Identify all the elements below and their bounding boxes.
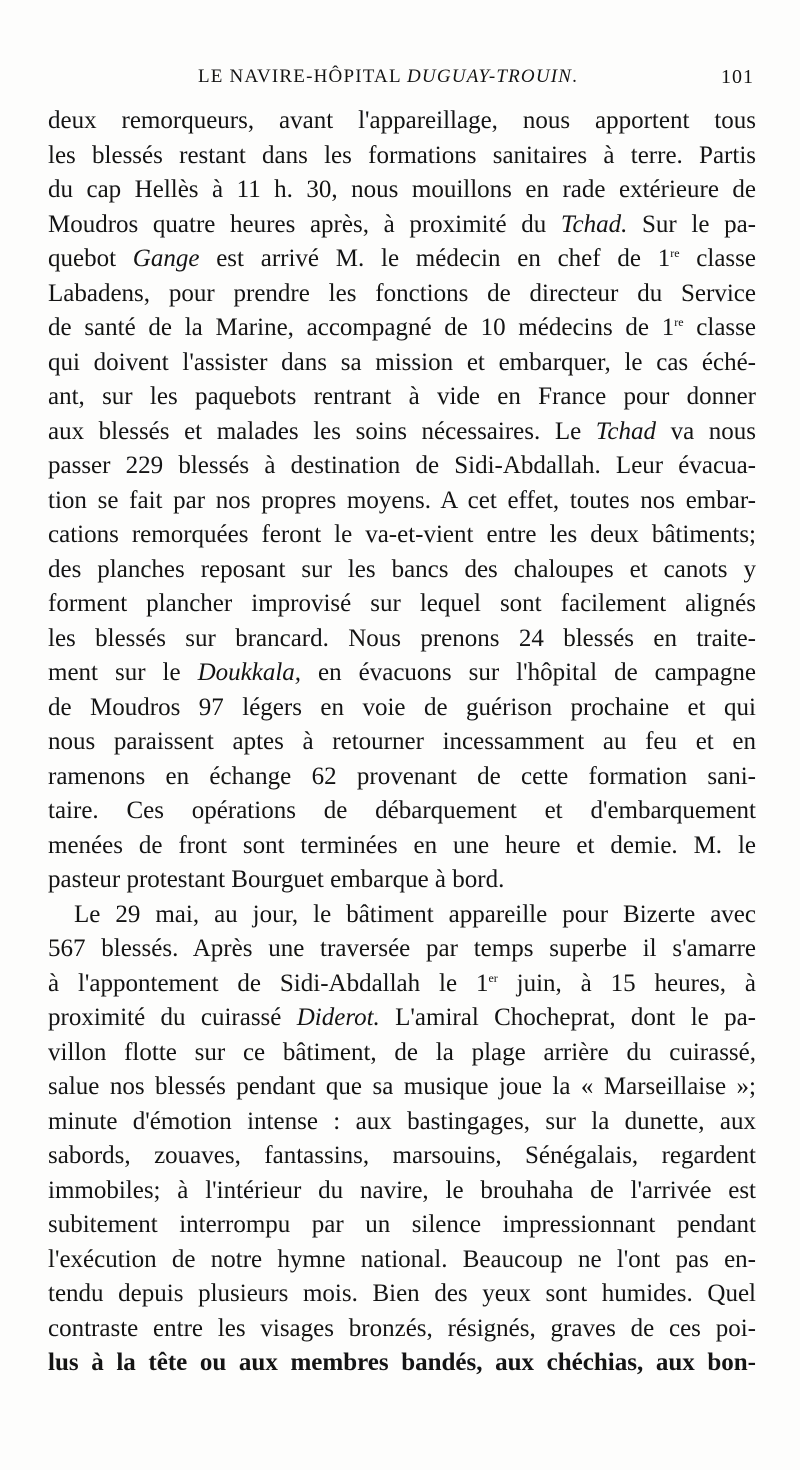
text-run: juin, à 15 heures, à <box>497 969 756 997</box>
text-run: tion se fait par nos propres moyens. A cet effet, toutes nos embar- <box>48 486 756 514</box>
text-run: en évacuons sur l'hôpital de campagne <box>301 659 756 686</box>
text-run: quebot <box>48 245 133 272</box>
text-run: tendu depuis plusieurs mois. Bien des yeux sont humides. Quel <box>48 1280 756 1307</box>
text-line <box>48 829 756 864</box>
superscript: re <box>674 315 684 329</box>
text-run: qui doivent l'assister dans sa mission et embarquer, le cas éché- <box>48 348 756 376</box>
text-run: Le 29 mai, au jour, le bâtiment appareille pour Bizerte avec <box>74 900 756 928</box>
text-line <box>48 415 756 450</box>
text-line <box>48 380 756 415</box>
running-title-prefix: LE NAVIRE-HÔPITAL <box>198 66 408 87</box>
body-text <box>48 104 756 1381</box>
text-run: nous paraissent aptes à retourner incessamment au feu et en <box>48 728 756 755</box>
text-run: les blessés restant dans les formations sanitaires à terre. Partis <box>48 141 756 169</box>
text-run: lus à la tête ou aux membres bandés, aux chéchias, aux bon- <box>48 1349 756 1376</box>
running-title-ship-name: DUGUAY-TROUIN <box>407 66 573 87</box>
text-line <box>48 691 756 726</box>
text-run: classe <box>679 245 756 272</box>
text-line <box>48 449 756 484</box>
text-run: ramenons en échange 62 provenant de cette formation sani- <box>48 762 756 790</box>
text-run: ment sur le <box>48 659 198 686</box>
text-line <box>48 656 756 691</box>
italic-text: Doukkala, <box>197 659 302 686</box>
text-line <box>48 1070 756 1105</box>
text-run: est arrivé M. le médecin en chef de 1 <box>199 245 671 272</box>
text-line <box>48 1001 756 1036</box>
text-line <box>48 898 756 933</box>
superscript: re <box>670 246 680 260</box>
text-run: Moudros quatre heures après, à proximité du <box>48 210 561 238</box>
text-line <box>48 311 756 346</box>
italic-text: Gange <box>132 245 200 272</box>
text-run: ant, sur les paquebots rentrant à vide en France pour donner <box>48 383 756 410</box>
text-line <box>48 725 756 760</box>
text-run: contraste entre les visages bronzés, résignés, graves de ces poi- <box>48 1314 756 1342</box>
text-line <box>48 242 756 277</box>
text-line <box>48 208 756 243</box>
text-run: 567 blessés. Après une traversée par temps superbe il s'amarre <box>48 935 756 962</box>
text-line <box>48 1277 756 1312</box>
text-line <box>48 1208 756 1243</box>
text-run: salue nos blessés pendant que sa musique joue la « Marseillaise »; <box>48 1073 756 1100</box>
text-run: l'exécution de notre hymne national. Beaucoup ne l'ont pas en- <box>48 1245 756 1273</box>
text-run: L'amiral Chocheprat, dont le pa- <box>379 1004 756 1031</box>
text-line <box>48 346 756 381</box>
text-line <box>48 967 756 1002</box>
running-title <box>198 66 578 88</box>
text-run: immobiles; à l'intérieur du navire, le brouhaha de l'arrivée est <box>48 1176 756 1204</box>
text-line <box>48 277 756 312</box>
text-run: taire. Ces opérations de débarquement et d'embarquement <box>48 797 756 824</box>
text-run: classe <box>683 314 756 341</box>
text-run: aux blessés et malades les soins nécessaires. Le <box>48 417 596 445</box>
running-title-suffix: . <box>572 66 579 87</box>
text-run: du cap Hellès à 11 h. 30, nous mouillons en rade extérieure de <box>48 176 756 203</box>
text-run: pasteur protestant Bourguet embarque à bord. <box>48 866 505 893</box>
page-header <box>48 64 756 94</box>
italic-text: Diderot. <box>296 1004 380 1031</box>
text-line <box>48 1346 756 1381</box>
text-line <box>48 139 756 174</box>
text-line <box>48 863 756 898</box>
text-run: à l'appontement de Sidi-Abdallah le 1 <box>48 969 489 997</box>
text-run: des planches reposant sur les bancs des chaloupes et canots y <box>48 555 756 583</box>
text-line <box>48 1139 756 1174</box>
text-run: va nous <box>656 417 756 445</box>
text-run: passer 229 blessés à destination de Sidi-Abdallah. Leur évacua- <box>48 452 756 479</box>
text-run: de Moudros 97 légers en voie de guérison prochaine et qui <box>48 693 756 721</box>
text-run: forment plancher improvisé sur lequel sont facilement alignés <box>48 590 756 617</box>
text-line <box>48 932 756 967</box>
text-line <box>48 1105 756 1140</box>
text-run: villon flotte sur ce bâtiment, de la plage arrière du cuirassé, <box>48 1038 756 1066</box>
text-line <box>48 104 756 139</box>
text-run: Labadens, pour prendre les fonctions de directeur du Service <box>48 279 756 307</box>
superscript: er <box>488 970 498 985</box>
text-line <box>48 1312 756 1347</box>
text-line <box>48 518 756 553</box>
text-run: Sur le pa- <box>627 210 756 238</box>
text-line <box>48 173 756 208</box>
italic-text: Tchad. <box>560 210 628 238</box>
text-line <box>48 760 756 795</box>
page-number: 101 <box>721 66 754 88</box>
text-run: subitement interrompu par un silence impressionnant pendant <box>48 1211 756 1238</box>
text-run: les blessés sur brancard. Nous prenons 24 blessés en traite- <box>48 624 756 652</box>
text-line <box>48 1036 756 1071</box>
text-run: proximité du cuirassé <box>48 1004 297 1031</box>
text-run: minute d'émotion intense : aux bastingages, sur la dunette, aux <box>48 1107 756 1135</box>
text-run: menées de front sont terminées en une heure et demie. M. le <box>48 831 756 859</box>
text-run: cations remorquées feront le va-et-vient entre les deux bâtiments; <box>48 521 756 548</box>
text-line <box>48 794 756 829</box>
text-line <box>48 1243 756 1278</box>
text-run: deux remorqueurs, avant l'appareillage, nous apportent tous <box>48 107 756 134</box>
text-run: sabords, zouaves, fantassins, marsouins, Sénégalais, regardent <box>48 1142 756 1169</box>
text-run: de santé de la Marine, accompagné de 10 médecins de 1 <box>48 314 675 341</box>
text-line <box>48 587 756 622</box>
text-line <box>48 553 756 588</box>
text-line <box>48 1174 756 1209</box>
text-line <box>48 484 756 519</box>
text-line <box>48 622 756 657</box>
italic-text: Tchad <box>595 417 656 445</box>
